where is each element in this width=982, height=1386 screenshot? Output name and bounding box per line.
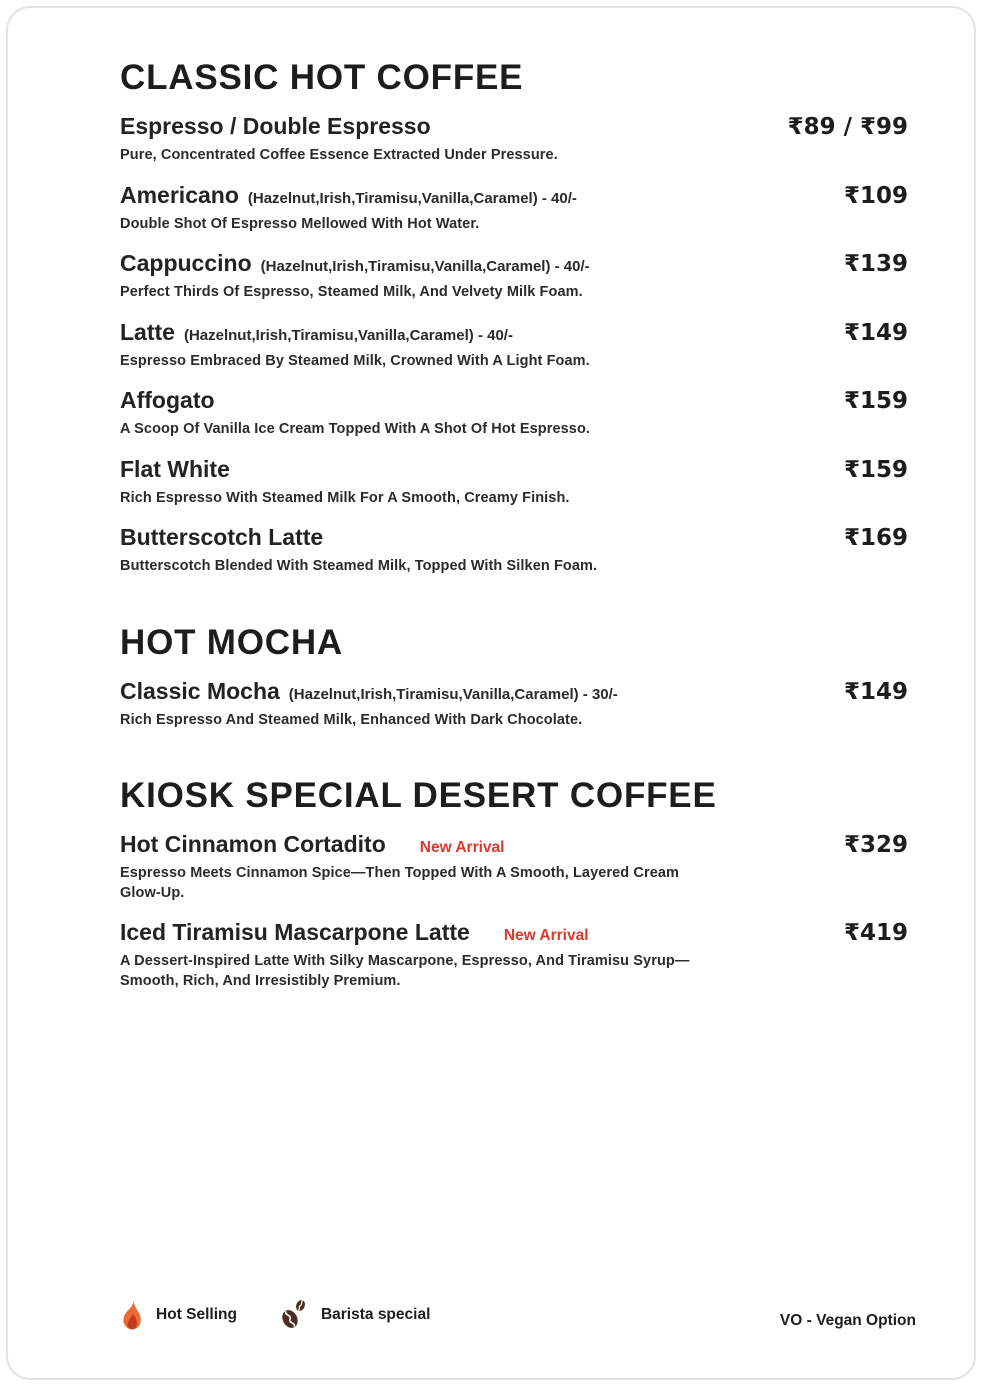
- menu-item: [120, 248, 908, 303]
- coffee-beans-icon: [279, 1298, 309, 1332]
- item-description: Butterscotch Blended With Steamed Milk, Topped With Silken Foam.: [120, 558, 598, 574]
- section-title: KIOSK SPECIAL DESERT COFFEE: [120, 776, 717, 815]
- item-price: ₹89 / ₹99: [787, 114, 908, 140]
- item-name: Hot Cinnamon Cortadito: [120, 831, 386, 857]
- section-title: CLASSIC HOT COFFEE: [120, 58, 524, 97]
- item-row: [120, 317, 908, 347]
- item-variant: (Hazelnut,Irish,Tiramisu,Vanilla,Caramel) - 30/-: [288, 685, 618, 703]
- item-row: [120, 522, 908, 552]
- menu-section: [120, 623, 908, 731]
- menu-item: [120, 317, 908, 372]
- item-title-group: [120, 829, 504, 859]
- item-title-group: [120, 522, 323, 552]
- hot-selling-label: Hot Selling: [156, 1306, 237, 1323]
- menu-item: [120, 522, 908, 577]
- legend-barista-special: [279, 1298, 430, 1332]
- item-price: ₹159: [843, 388, 908, 414]
- item-title-group: [120, 917, 589, 947]
- section-items: [120, 111, 908, 577]
- item-row: [120, 917, 908, 947]
- menu-item: [120, 829, 908, 903]
- menu-item: [120, 180, 908, 235]
- item-row: [120, 385, 908, 415]
- item-price: ₹139: [843, 251, 908, 277]
- item-price: ₹419: [843, 920, 908, 946]
- section-items: [120, 829, 908, 991]
- item-title-group: [120, 676, 618, 706]
- item-description: Rich Espresso And Steamed Milk, Enhanced With Dark Chocolate.: [120, 711, 583, 728]
- item-name: Butterscotch Latte: [120, 524, 324, 550]
- item-name: Classic Mocha: [120, 677, 280, 704]
- item-description: A Dessert-Inspired Latte With Silky Mascarpone, Espresso, And Tiramisu Syrup—Smooth, Rich, And Irresistibly Premium.: [120, 953, 690, 989]
- item-name: Latte: [120, 318, 175, 345]
- item-description: Perfect Thirds Of Espresso, Steamed Milk, And Velvety Milk Foam.: [120, 284, 583, 300]
- menu-item: [120, 454, 908, 509]
- menu-item: [120, 111, 908, 166]
- item-title-group: [120, 248, 590, 278]
- item-title-group: [120, 180, 577, 210]
- menu-content: [8, 8, 974, 991]
- item-row: [120, 676, 908, 706]
- item-price: ₹149: [843, 319, 908, 346]
- legend-footer: [120, 1298, 916, 1332]
- legend-hot-selling: [120, 1300, 237, 1330]
- item-description: Rich Espresso With Steamed Milk For A Smooth, Creamy Finish.: [120, 489, 570, 506]
- item-name: Flat White: [120, 455, 230, 482]
- item-row: [120, 829, 908, 859]
- section-title: HOT MOCHA: [120, 622, 344, 662]
- menu-section: [120, 58, 908, 577]
- item-description: A Scoop Of Vanilla Ice Cream Topped With A Shot Of Hot Espresso.: [120, 421, 591, 437]
- item-row: [120, 111, 908, 141]
- item-row: [120, 454, 908, 484]
- item-title-group: [120, 454, 230, 484]
- item-variant: (Hazelnut,Irish,Tiramisu,Vanilla,Caramel) - 40/-: [260, 258, 590, 275]
- item-description: Espresso Meets Cinnamon Spice—Then Topped With A Smooth, Layered Cream Glow-Up.: [120, 865, 680, 901]
- new-arrival-badge: New Arrival: [503, 927, 589, 944]
- item-title-group: [120, 317, 513, 347]
- new-arrival-badge: New Arrival: [419, 839, 505, 856]
- item-name: Iced Tiramisu Mascarpone Latte: [120, 919, 470, 945]
- vegan-option-note: VO - Vegan Option: [779, 1312, 916, 1329]
- barista-special-label: Barista special: [320, 1306, 431, 1323]
- flame-icon: [120, 1300, 144, 1330]
- item-description: Pure, Concentrated Coffee Essence Extracted Under Pressure.: [120, 147, 558, 163]
- item-name: Affogato: [120, 387, 215, 413]
- item-price: ₹149: [843, 678, 908, 705]
- menu-card: [6, 6, 976, 1380]
- item-name: Cappuccino: [120, 250, 252, 276]
- menu-item: [120, 385, 908, 440]
- item-description: Double Shot Of Espresso Mellowed With Hot Water.: [120, 215, 480, 232]
- item-row: [120, 248, 908, 278]
- item-price: ₹109: [843, 182, 908, 209]
- menu-section: [120, 776, 908, 991]
- item-price: ₹159: [843, 456, 908, 483]
- section-items: [120, 676, 908, 731]
- item-variant: (Hazelnut,Irish,Tiramisu,Vanilla,Caramel) - 40/-: [183, 326, 513, 344]
- menu-item: [120, 676, 908, 731]
- item-title-group: [120, 385, 215, 415]
- item-row: [120, 180, 908, 210]
- item-price: ₹169: [843, 525, 908, 551]
- item-variant: (Hazelnut,Irish,Tiramisu,Vanilla,Caramel) - 40/-: [247, 189, 577, 207]
- item-description: Espresso Embraced By Steamed Milk, Crowned With A Light Foam.: [120, 352, 590, 369]
- item-name: Espresso / Double Espresso: [120, 113, 431, 139]
- item-price: ₹329: [843, 832, 908, 858]
- menu-item: [120, 917, 908, 991]
- item-name: Americano: [120, 181, 239, 208]
- item-title-group: [120, 111, 431, 141]
